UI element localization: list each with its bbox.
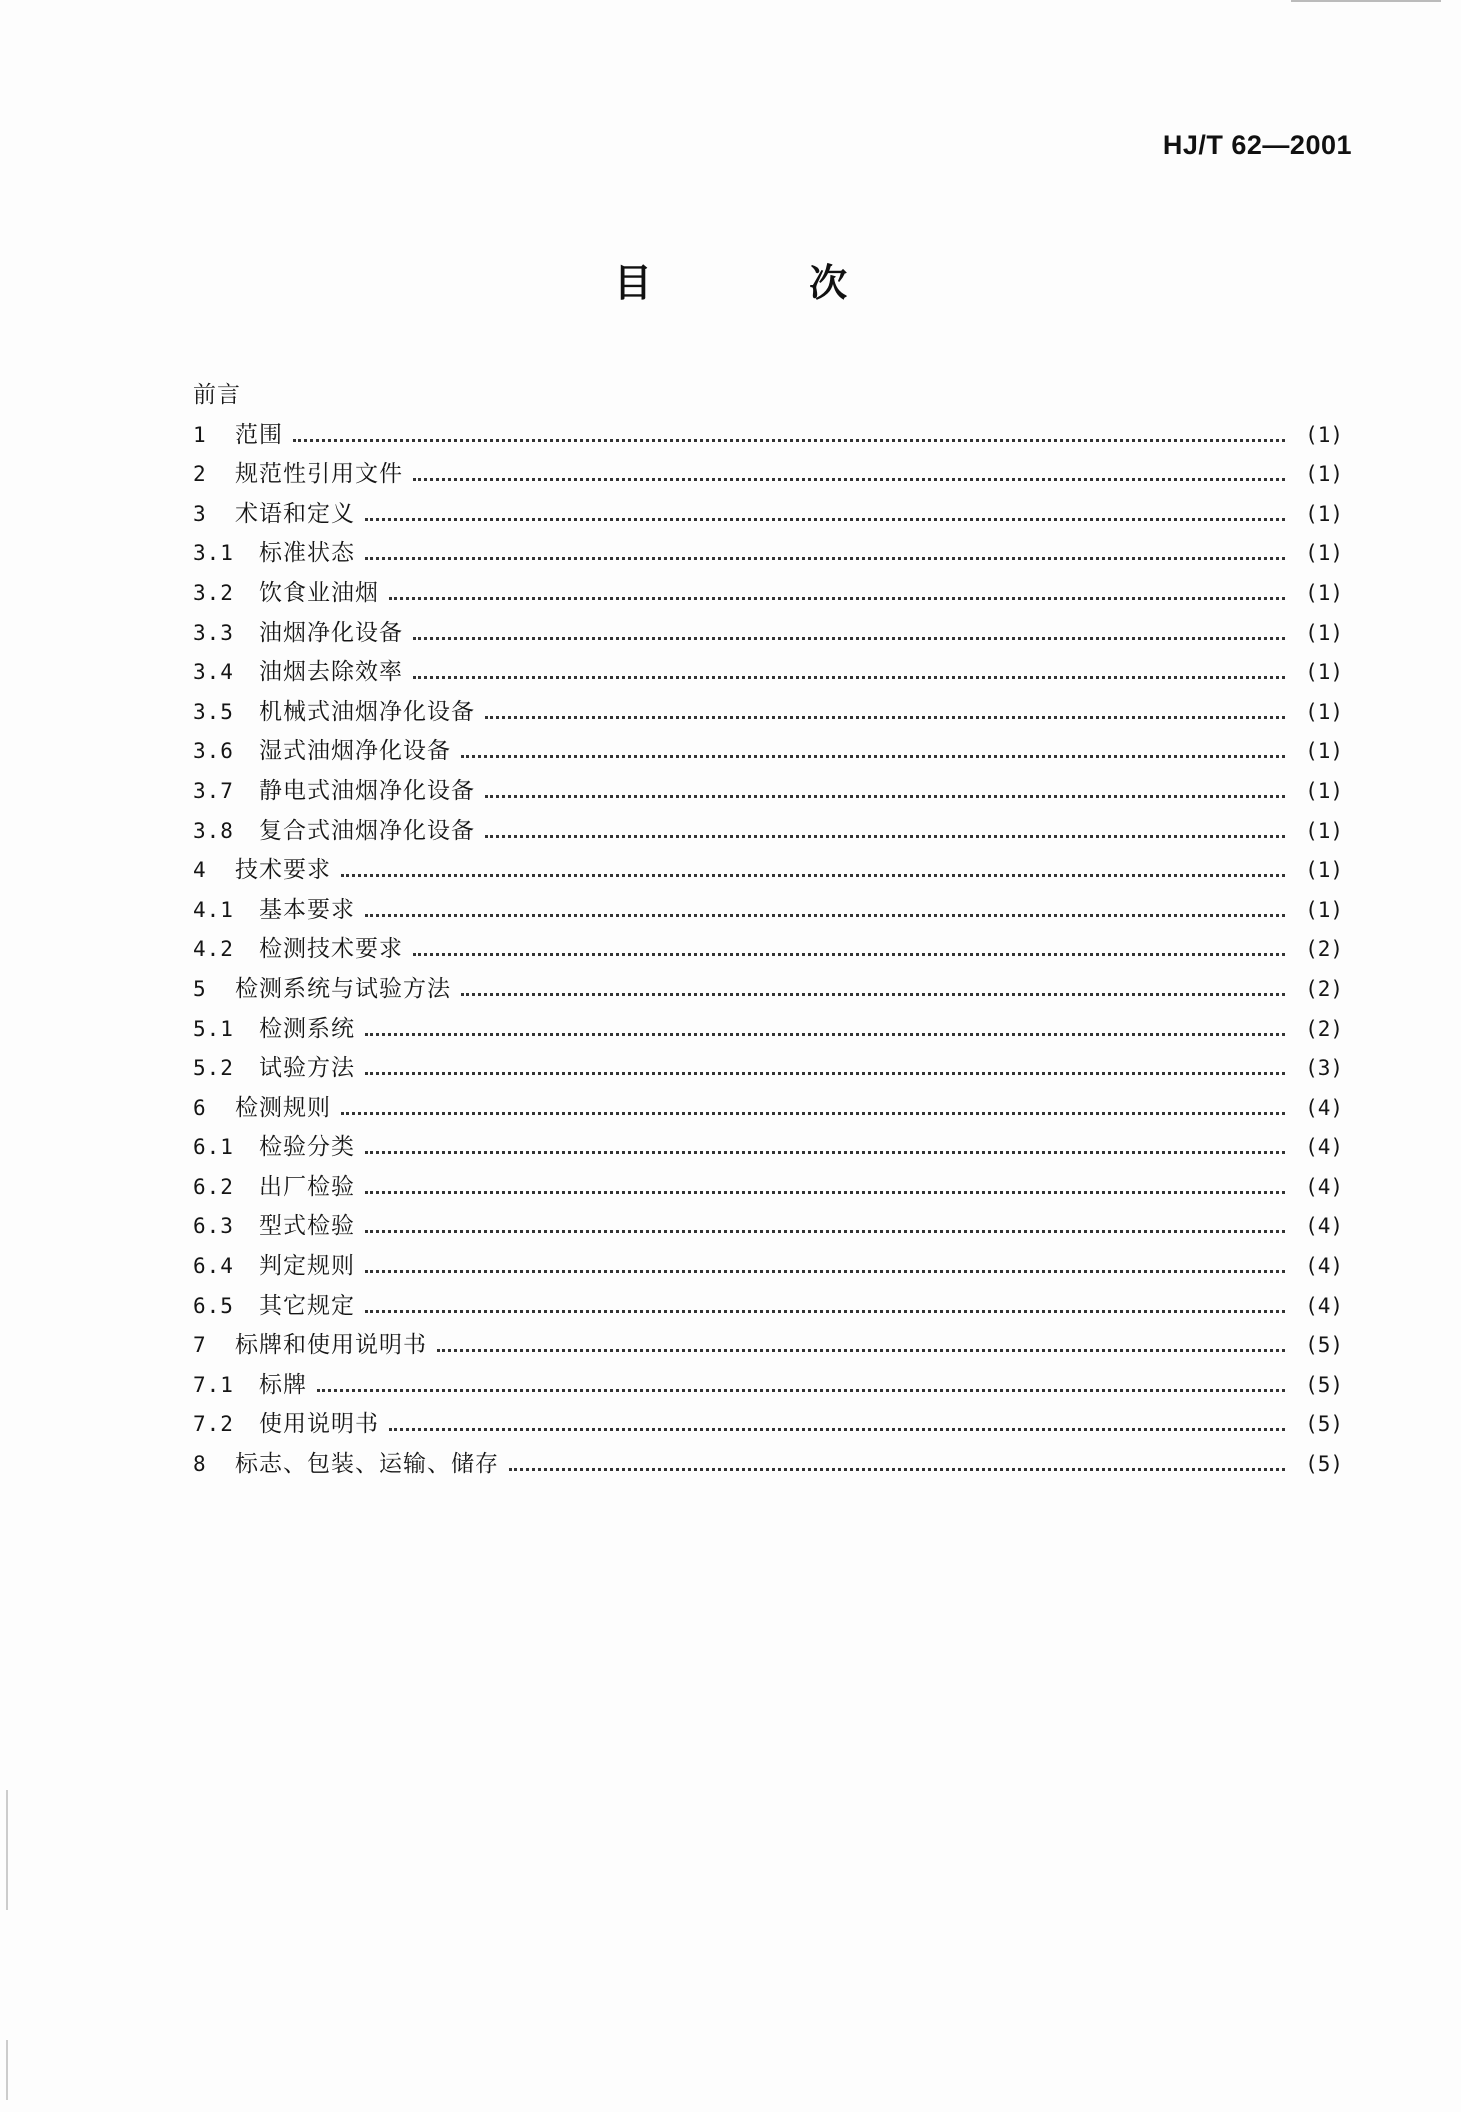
- toc-entry-text: 基本要求: [259, 896, 355, 923]
- toc-entry-page: (5): [1305, 1333, 1343, 1358]
- dot-leader: [317, 1389, 1285, 1392]
- toc-entry[interactable]: [193, 574, 1343, 614]
- toc-entry-number: 7.1: [193, 1372, 234, 1397]
- toc-entry-text: 试验方法: [259, 1055, 355, 1082]
- toc-entry[interactable]: [193, 1207, 1343, 1247]
- toc-entry-number: 3.5: [193, 699, 234, 724]
- toc-entry-page: (2): [1305, 1016, 1343, 1041]
- dot-leader: [365, 1033, 1285, 1036]
- toc-entry[interactable]: [193, 495, 1343, 535]
- toc-entry-number: 3: [193, 501, 207, 526]
- toc-entry[interactable]: [193, 732, 1343, 772]
- toc-entry-page: (1): [1305, 897, 1343, 922]
- standard-code: HJ/T 62—2001: [1162, 130, 1352, 160]
- toc-entry-number: 6: [193, 1095, 207, 1120]
- toc-entry[interactable]: [193, 1405, 1343, 1445]
- toc-entry-number: 4.2: [193, 937, 234, 962]
- toc-entry-text: 油烟去除效率: [259, 659, 403, 686]
- toc-entry[interactable]: [193, 1445, 1343, 1485]
- toc-entry-page: (2): [1305, 937, 1343, 962]
- toc-entry-number: 6.2: [193, 1174, 234, 1199]
- toc-entry-page: (1): [1305, 501, 1343, 526]
- dot-leader: [365, 1072, 1285, 1075]
- dot-leader: [293, 439, 1285, 442]
- dot-leader: [365, 518, 1285, 521]
- toc-entry-text: 油烟净化设备: [259, 619, 403, 646]
- toc-entry-text: 检验分类: [259, 1134, 355, 1161]
- toc-entry[interactable]: [193, 1247, 1343, 1287]
- toc-entry-page: (1): [1305, 739, 1343, 764]
- toc-entry-text: 判定规则: [259, 1253, 355, 1280]
- toc-entry[interactable]: [193, 1366, 1343, 1406]
- toc-entry-text: 检测系统: [259, 1015, 355, 1042]
- toc-entry-number: 3.2: [193, 580, 234, 605]
- dot-leader: [389, 1428, 1285, 1431]
- toc-entry-number: 3.4: [193, 660, 234, 685]
- dot-leader: [365, 914, 1285, 917]
- toc-entry[interactable]: [193, 1128, 1343, 1168]
- table-of-contents: [193, 376, 1343, 1485]
- toc-entry-text: 标志、包装、运输、储存: [235, 1451, 499, 1478]
- dot-leader: [365, 1270, 1285, 1273]
- toc-entry-text: 静电式油烟净化设备: [259, 777, 475, 804]
- toc-entry[interactable]: [193, 772, 1343, 812]
- toc-entry-number: 3.8: [193, 818, 234, 843]
- dot-leader: [413, 637, 1285, 640]
- toc-entry[interactable]: [193, 891, 1343, 931]
- toc-entry-page: (4): [1305, 1174, 1343, 1199]
- toc-entry-text: 术语和定义: [235, 500, 355, 527]
- toc-entry[interactable]: [193, 851, 1343, 891]
- dot-leader: [389, 597, 1285, 600]
- toc-entry-page: (1): [1305, 778, 1343, 803]
- toc-entry-text: 标牌和使用说明书: [235, 1332, 427, 1359]
- toc-entry-page: (1): [1305, 462, 1343, 487]
- toc-entry-number: 4: [193, 858, 207, 883]
- toc-entry-page: (1): [1305, 818, 1343, 843]
- toc-entry[interactable]: [193, 1089, 1343, 1129]
- toc-entry[interactable]: [193, 1049, 1343, 1089]
- toc-entry-page: (5): [1305, 1412, 1343, 1437]
- toc-entry[interactable]: [193, 455, 1343, 495]
- toc-entry-number: 3.6: [193, 739, 234, 764]
- toc-entry-number: 7: [193, 1333, 207, 1358]
- toc-entry-text: 湿式油烟净化设备: [259, 738, 451, 765]
- toc-entry-number: 2: [193, 462, 207, 487]
- toc-entry-text: 型式检验: [259, 1213, 355, 1240]
- toc-entry-text: 标准状态: [259, 540, 355, 567]
- page-title: 目 次: [613, 261, 920, 305]
- dot-leader: [509, 1468, 1285, 1471]
- toc-entry-text: 范围: [235, 421, 283, 448]
- toc-entry-text: 机械式油烟净化设备: [259, 698, 475, 725]
- toc-entry-page: (1): [1305, 541, 1343, 566]
- dot-leader: [365, 1191, 1285, 1194]
- toc-entry-number: 1: [193, 422, 207, 447]
- dot-leader: [437, 1349, 1285, 1352]
- toc-entry[interactable]: [193, 693, 1343, 733]
- toc-entry[interactable]: [193, 812, 1343, 852]
- toc-entry-page: (1): [1305, 660, 1343, 685]
- toc-entry[interactable]: [193, 614, 1343, 654]
- toc-entry-text: 前言: [193, 382, 241, 408]
- toc-entry-text: 使用说明书: [259, 1411, 379, 1438]
- toc-entry-page: (4): [1305, 1214, 1343, 1239]
- toc-entry-preface[interactable]: [193, 376, 1343, 416]
- toc-entry-number: 6.5: [193, 1293, 234, 1318]
- toc-entry-page: (4): [1305, 1254, 1343, 1279]
- dot-leader: [365, 1310, 1285, 1313]
- toc-entry-number: 5.2: [193, 1056, 234, 1081]
- toc-entry-text: 复合式油烟净化设备: [259, 817, 475, 844]
- toc-entry-page: (5): [1305, 1452, 1343, 1477]
- toc-entry[interactable]: [193, 1287, 1343, 1327]
- toc-entry-number: 8: [193, 1452, 207, 1477]
- toc-entry-text: 检测系统与试验方法: [235, 975, 451, 1002]
- scan-artifact: [6, 1790, 8, 1910]
- toc-entry-number: 4.1: [193, 897, 234, 922]
- toc-entry[interactable]: [193, 970, 1343, 1010]
- toc-entry-number: 6.3: [193, 1214, 234, 1239]
- dot-leader: [413, 478, 1285, 481]
- toc-entry-page: (2): [1305, 976, 1343, 1001]
- toc-entry-text: 检测规则: [235, 1094, 331, 1121]
- toc-entry[interactable]: [193, 1010, 1343, 1050]
- toc-entry-page: (3): [1305, 1056, 1343, 1081]
- dot-leader: [365, 1230, 1285, 1233]
- toc-entry-text: 其它规定: [259, 1292, 355, 1319]
- toc-entry-page: (4): [1305, 1135, 1343, 1160]
- toc-entry[interactable]: [193, 534, 1343, 574]
- toc-entry-page: (4): [1305, 1095, 1343, 1120]
- toc-entry-page: (1): [1305, 620, 1343, 645]
- toc-entry-page: (1): [1305, 858, 1343, 883]
- dot-leader: [341, 874, 1285, 877]
- dot-leader: [341, 1112, 1285, 1115]
- dot-leader: [413, 676, 1285, 679]
- dot-leader: [365, 1151, 1285, 1154]
- toc-entry[interactable]: [193, 1168, 1343, 1208]
- toc-entry-page: (1): [1305, 422, 1343, 447]
- toc-entry[interactable]: [193, 653, 1343, 693]
- dot-leader: [461, 993, 1285, 996]
- dot-leader: [485, 716, 1285, 719]
- toc-entry-number: 6.4: [193, 1254, 234, 1279]
- toc-entry-number: 3.1: [193, 541, 234, 566]
- toc-entry-number: 5.1: [193, 1016, 234, 1041]
- toc-entry-number: 5: [193, 976, 207, 1001]
- toc-entry-number: 3.7: [193, 778, 234, 803]
- toc-entry[interactable]: [193, 416, 1343, 456]
- toc-entry-text: 饮食业油烟: [259, 579, 379, 606]
- toc-entry-page: (4): [1305, 1293, 1343, 1318]
- scan-artifact: [6, 2040, 8, 2100]
- toc-entry-page: (1): [1305, 699, 1343, 724]
- toc-entry-page: (5): [1305, 1372, 1343, 1397]
- dot-leader: [365, 557, 1285, 560]
- toc-entry[interactable]: [193, 1326, 1343, 1366]
- dot-leader: [461, 755, 1285, 758]
- scan-artifact: [1291, 0, 1441, 2]
- toc-entry-text: 检测技术要求: [259, 936, 403, 963]
- dot-leader: [413, 953, 1285, 956]
- toc-entry-text: 出厂检验: [259, 1173, 355, 1200]
- toc-entry-text: 标牌: [259, 1371, 307, 1398]
- dot-leader: [485, 795, 1285, 798]
- toc-entry-number: 3.3: [193, 620, 234, 645]
- dot-leader: [485, 835, 1285, 838]
- toc-entry-text: 技术要求: [235, 857, 331, 884]
- toc-entry-page: (1): [1305, 580, 1343, 605]
- toc-entry-text: 规范性引用文件: [235, 461, 403, 488]
- toc-entry-number: 7.2: [193, 1412, 234, 1437]
- toc-entry[interactable]: [193, 930, 1343, 970]
- toc-entry-number: 6.1: [193, 1135, 234, 1160]
